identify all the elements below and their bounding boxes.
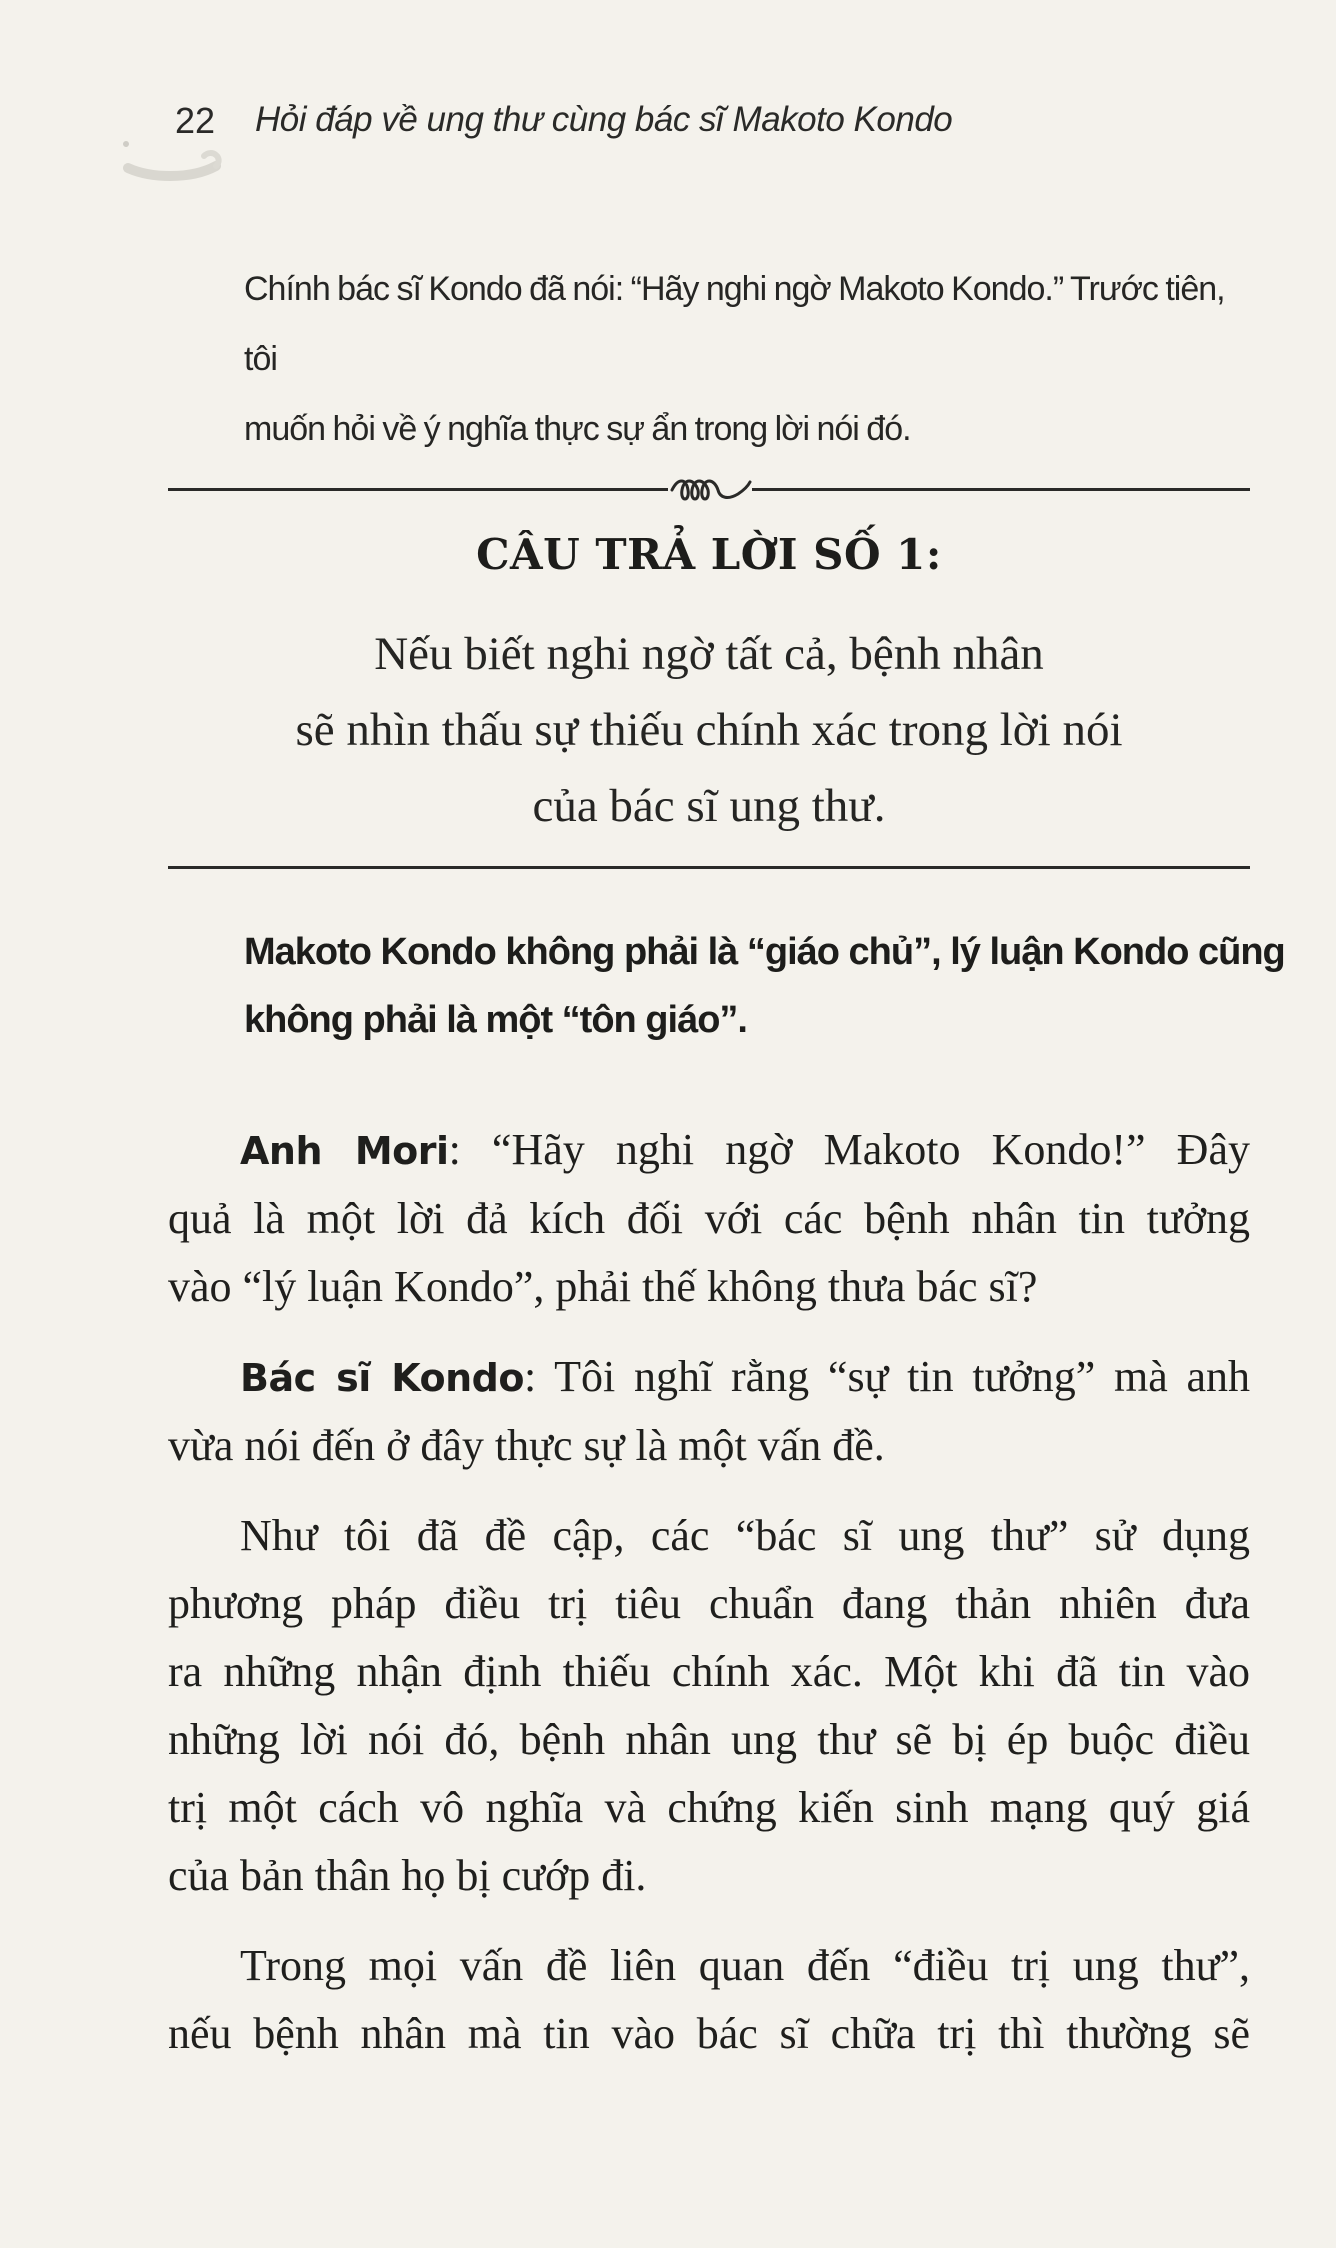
answer-line: của bác sĩ ung thư. <box>532 780 886 832</box>
loop-ornament-icon <box>668 468 752 508</box>
question-paragraph <box>244 254 1254 464</box>
page-number: 22 <box>175 100 216 141</box>
question-line: muốn hỏi về ý nghĩa thực sự ẩn trong lời nói đó. <box>244 410 911 448</box>
speaker-name: Bác sĩ Kondo <box>240 1356 524 1400</box>
text-paragraph <box>168 1502 1250 1910</box>
line-text: : “Hãy nghi ngờ Makoto Kondo!” Đây <box>448 1125 1250 1174</box>
bottom-divider <box>168 866 1250 869</box>
line-text: : Tôi nghĩ rằng “sự tin tưởng” mà anh <box>523 1352 1250 1401</box>
dialogue-paragraph <box>168 1116 1250 1321</box>
speaker-name: Anh Mori <box>240 1129 449 1173</box>
subheading-line: không phải là một “tôn giáo”. <box>244 999 747 1041</box>
paragraph-line <box>168 1116 1250 1185</box>
paragraph-line: trị một cách vô nghĩa và chứng kiến sinh mạng quý giá <box>168 1783 1250 1832</box>
text-paragraph <box>168 1932 1250 2068</box>
paragraph-line: Trong mọi vấn đề liên quan đến “điều trị ung thư”, <box>240 1941 1250 1990</box>
answer-title: CÂU TRẢ LỜI SỐ 1: <box>476 530 942 579</box>
answer-text <box>168 616 1250 844</box>
answer-line: sẽ nhìn thấu sự thiếu chính xác trong lời nói <box>295 704 1123 756</box>
paragraph-line: vào “lý luận Kondo”, phải thế không thưa bác sĩ? <box>168 1262 1038 1311</box>
answer-line: Nếu biết nghi ngờ tất cả, bệnh nhân <box>374 628 1044 680</box>
paragraph-line: của bản thân họ bị cướp đi. <box>168 1851 647 1900</box>
paragraph-line: quả là một lời đả kích đối với các bệnh nhân tin tưởng <box>168 1194 1250 1243</box>
paragraph-line: vừa nói đến ở đây thực sự là một vấn đề. <box>168 1421 885 1470</box>
running-title: Hỏi đáp về ung thư cùng bác sĩ Makoto Kondo <box>255 100 953 139</box>
paragraph-line: Như tôi đã đề cập, các “bác sĩ ung thư” sử dụng <box>240 1511 1250 1560</box>
paragraph-line: nếu bệnh nhân mà tin vào bác sĩ chữa trị thì thường sẽ <box>168 2009 1250 2058</box>
subheading-line: Makoto Kondo không phải là “giáo chủ”, lý luận Kondo cũng <box>244 931 1285 973</box>
running-header <box>150 100 1250 160</box>
paragraph-line: phương pháp điều trị tiêu chuẩn đang thản nhiên đưa <box>168 1579 1250 1628</box>
body-text <box>168 1116 1250 2090</box>
paragraph-line: những lời nói đó, bệnh nhân ung thư sẽ bị ép buộc điều <box>168 1715 1250 1764</box>
dialogue-paragraph <box>168 1343 1250 1480</box>
paragraph-line <box>168 1343 1250 1412</box>
question-line: Chính bác sĩ Kondo đã nói: “Hãy nghi ngờ Makoto Kondo.” Trước tiên, tôi <box>244 270 1225 378</box>
paragraph-line: ra những nhận định thiếu chính xác. Một khi đã tin vào <box>168 1647 1250 1696</box>
section-subheading <box>244 918 1285 1054</box>
